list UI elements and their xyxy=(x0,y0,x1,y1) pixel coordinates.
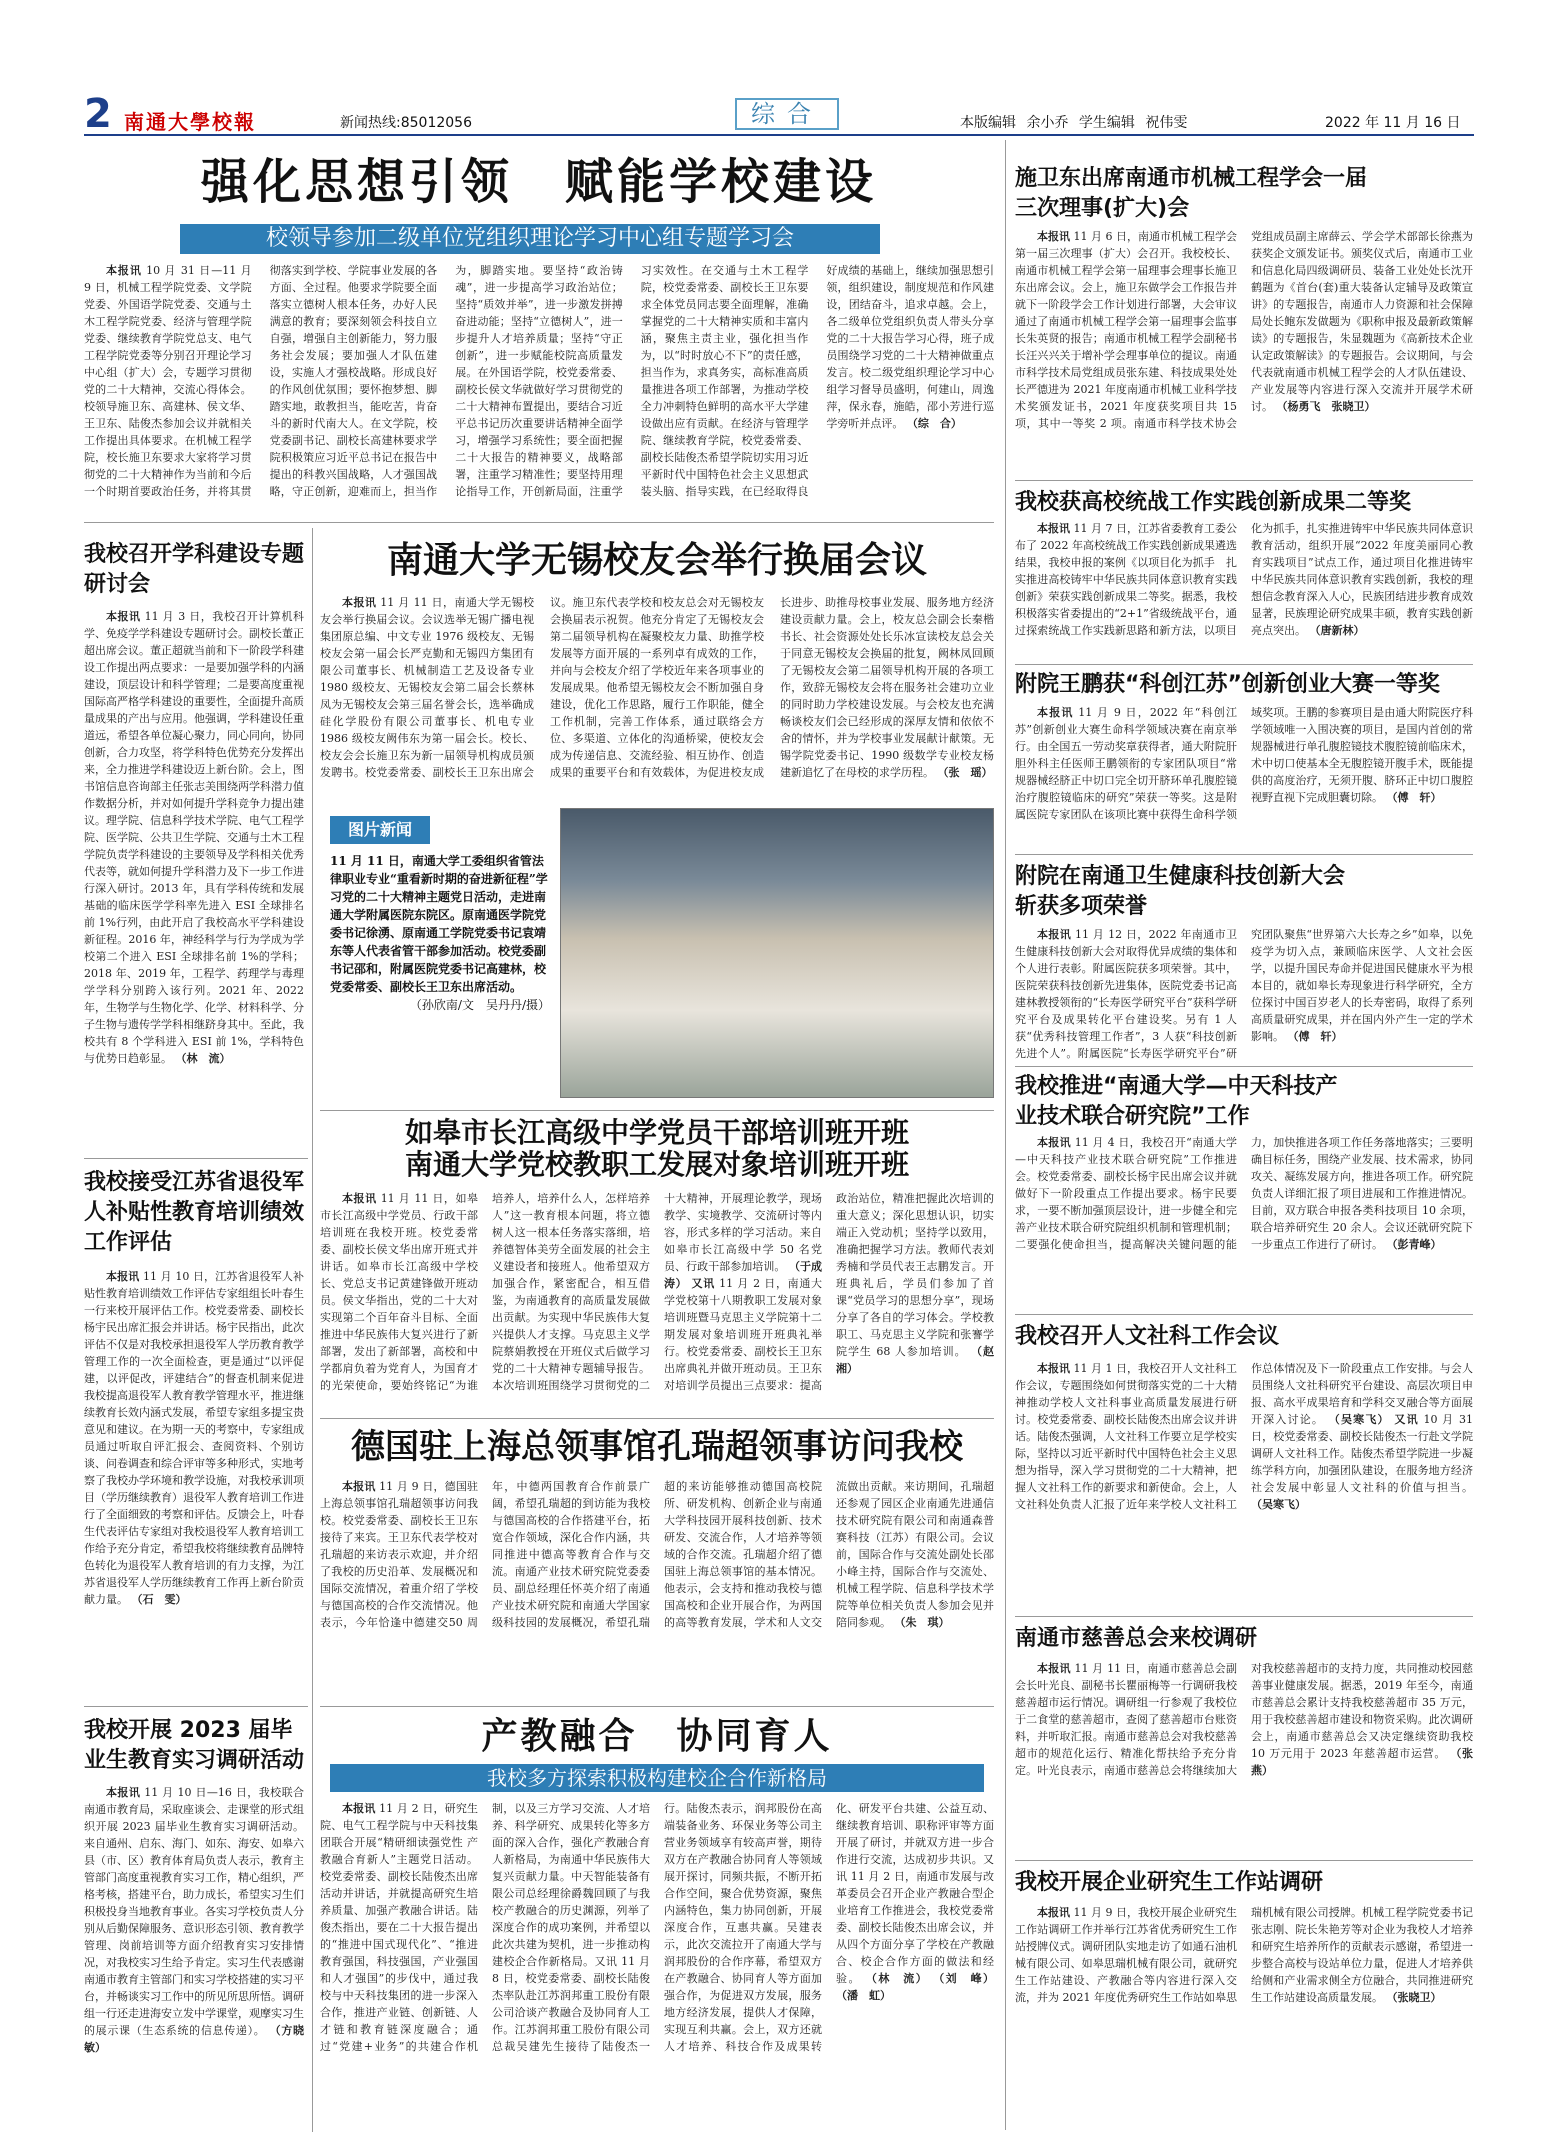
article-text: 11 月 10 日—16 日，我校联合南通市教育局，采取座谈会、走课堂的形式组织开展 2023 届毕业生教育实习调研活动。来自通州、启东、海门、如东、海安、如皋六县（市、区）教育体育局负责人表示，教育主管部门高度重视教育实习工作，精心组织，严格考核，搭建平台，助力成长，希望实习生们积极投身当地教育事业。各实习学校负责人分别从后勤保障服务、意识形态引领、教育教学管理、岗前培训等方面介绍教育实习安排情况，对我校实习生给予肯定。实习生代表感谢南通市教育主管部门和实习学校搭建的实习平台，并畅谈实习工作中的所见所思所悟。调研组一行还走进海安立发中学课堂，观摩实习生的展示课（生态系统的信息传递）。 xyxy=(84,1786,305,2037)
caption-text: 11 月 11 日，南通大学工委组织省管法律职业专业“重看新时期的奋进新征程”学习党的二十大精神主题党日活动，走进南通大学附属医院东院区。原南通医学院党委书记徐湧、原南通工学院党委书记袁靖东等人代表省管干部参加活动。校党委副书记邵和，附属医院党委书记高建林，校党委常委、副校长王卫东出席活动。 xyxy=(330,854,548,994)
article-text: 10 月 31 日—11 月 9 日，机械工程学院党委、文学院党委、外国语学院党委、交通与土木工程学院党委、经济与管理学院党委、继续教育学院党总支、电气工程学院党委等分别召开理论学习中心组（扩大）会，专题学习贯彻党的二十大精神，交流心得体会。校领导施卫东、高建林、侯文华、王卫东、陆俊杰参加会议并就相关工作提出具体要求。在机械工程学院，校长施卫东要求大家将学习贯彻党的二十大精神作为当前和今后一个时期首要政治任务，并将其贯彻落实到学校、学院事业发展的各方面、全过程。他要求学院要全面落实立德树人根本任务，办好人民满意的教育；要深刻领会科技自立自强，增强自主创新能力，努力服务社会发展；要加强人才队伍建设，实施人才强校战略。形成良好的作风创优氛围；要怀抱梦想、脚踏实地，敢教担当，能吃苦，肯奋斗的新时代南大人。在文学院，校党委副书记、副校长高建林要求学院积极策应习近平总书记在报告中提出的科教兴国战略，人才强国战略，守正创新，迎难而上，担当作为，脚踏实地。要坚持“政治铸魂”，进一步提高学习政治站位；坚持“质效并举”，进一步激发拼搏奋进动能；坚持“立德树人”，进一步提升人才培养质量；坚持“守正创新”，进一步赋能校院高质量发展。在外国语学院，校党委常委、副校长侯文华就做好学习贯彻党的二十大精神布置提出，要结合习近平总书记历次重要讲话精神全面学习，增强学习系统性；要全面把握二十大报告的精神要义，战略部署，注重学习精准性；要坚持用理论指导工作，开创新局面，注重学习实效性。在交通与土木工程学院，校党委常委、副校长王卫东要求全体党员同志要全面理解，准确掌握党的二十大精神实质和丰富内涵，聚焦主责主业，强化担当作为，以“时时放心不下”的责任感，担当作为，求真务实，高标准高质量推进各项工作部署，为推动学校全力冲刺特色鲜明的高水平大学建设做出应有贡献。在经济与管理学院、继续教育学院，校党委常委、副校长陆俊杰希望学院切实用习近平新时代中国特色社会主义思想武装头脑、指导实践，在已经取得良好成绩的基础上，继续加强思想引领，组织建设，制度规范和作风建设，团结奋斗，追求卓越。会上，各二级单位党组织负责人带头分享党的二十大报告学习心得，班子成员围绕学习党的二十大精神做重点发言。校二级党组织理论学习中心组学习督导员盛明，何建山，周逸萍，保永春，施皓，邵小芳进行巡学旁听并点评。 xyxy=(84,264,994,498)
article-author: （傅 轩） xyxy=(1386,791,1442,804)
byline: 本报讯 xyxy=(1037,1662,1071,1675)
byline: 本报讯 xyxy=(1037,706,1074,719)
divider xyxy=(84,1706,308,1707)
headline: 我校获高校统战工作实践创新成果二等奖 xyxy=(1015,490,1412,515)
divider xyxy=(320,1706,994,1707)
article-author: （吴寒飞） xyxy=(1328,1413,1390,1426)
article-text: 11 月 4 日，我校召开“南通大学—中天科技产业技术联合研究院”工作推进会。校党委常委、副校长杨宇民出席会议并就做好下一阶段重点工作提出要求。杨宇民要求，一要不断加强顶层设计，进一步健全和完善产业技术联合研究院组织机制和管理机制；二要强化使命担当，提高解决关键问题的能力，加快推进各项工作任务落地落实；三要明确目标任务，围绕产业发展、技术需求，协同攻关、凝练发展方向，推进各项工作。研究院负责人详细汇报了项目进展和工作推进情况。目前，双方联合申报各类科技项目 10 余项，联合培养研究生 20 余人。会议还就研究院下一步重点工作进行了研讨。 xyxy=(1015,1136,1473,1251)
article-author: （刘 峰） xyxy=(933,1972,995,1985)
headline: 附院王鹏获“科创江苏”创新创业大赛一等奖 xyxy=(1015,672,1440,697)
headline: 我校开展企业研究生工作站调研 xyxy=(1015,1870,1324,1895)
byline: 本报讯 xyxy=(1037,1136,1071,1149)
divider xyxy=(1015,480,1473,481)
article-text: 10 月 31 日，校党委常委、副校长陆俊杰一行赴文学院调研人文社科工作。陆俊杰希望学院进一步凝练学科方向，加强团队建设，在服务地方经济社会发展中彰显人文社科的价值与担当。 xyxy=(1251,1413,1474,1494)
article-author: （张 瑶） xyxy=(937,766,993,779)
lead-headline: 强化思想引领 赋能学校建设 xyxy=(200,154,877,210)
headline: 我校开展 2023 届毕业生教育实习调研活动 xyxy=(84,1718,305,1773)
headline: 我校召开人文社科工作会议 xyxy=(1015,1324,1280,1349)
article-body xyxy=(1015,1134,1473,1310)
photo-caption xyxy=(330,852,550,1092)
headline: 如皋市长江高级中学党员干部培训班开班 xyxy=(404,1116,909,1149)
byline: 本报讯 xyxy=(1037,522,1070,535)
column-divider xyxy=(1005,140,1006,2130)
article-body xyxy=(1015,1360,1473,1610)
divider xyxy=(1015,854,1473,855)
article-author: （吴寒飞） xyxy=(1251,1498,1306,1511)
byline: 本报讯 xyxy=(106,610,141,623)
headline: 我校接受江苏省退役军人补贴性教育培训绩效工作评估 xyxy=(84,1170,305,1255)
article-author: （林 流） xyxy=(175,1052,231,1065)
article-author: （方晓敏） xyxy=(84,2024,305,2054)
news-hotline: 新闻热线:85012056 xyxy=(340,115,472,131)
headline: 我校推进“南通大学—中天科技产业技术联合研究院”工作 xyxy=(1015,1074,1338,1129)
article-author: （张 燕） xyxy=(1251,1747,1485,1777)
byline: 本报讯 xyxy=(106,1270,140,1283)
byline: 又讯 xyxy=(691,1277,715,1290)
article-text: 11 月 9 日，2022 年“科创江苏”创新创业大赛生命科学领域决赛在南京举行。由全国五一劳动奖章获得者，通大附院肝胆外科主任医师王鹏领衔的专家团队项目“常规器械经脐正中切口完全切开脐环单孔腹腔镜治疗腹腔镜临床的研究”荣获一等奖。这是附属医院专家团队在该项比赛中获得生命科学领域奖项。王鹏的参赛项目是由通大附院医疗科学领域唯一入围决赛的项目，是国内首创的常规器械进行单孔腹腔镜技术腹腔镜前临床术，术中切口使基本全无腹腔镜开腹手术，既能提供的高度治疗，无须开腹、脐环正中切口腹腔视野直视下完成胆囊切除。 xyxy=(1015,706,1473,821)
article-text: 11 月 7 日，江苏省委教育工委公布了 2022 年高校统战工作实践创新成果遴选结果，我校申报的案例《以项目化为抓手 扎实推进高校铸牢中华民族共同体意识教育实践创新》荣获实践创新成果二等奖。据悉，我校积极落实省委提出的“2+1”省级统战平台，通过探索统战工作实践新思路和新方法，以项目化为抓手，扎实推进铸牢中华民族共同体意识教育活动，组织开展“2022 年度美丽同心教育实践项目”试点工作，通过项目化推进铸牢中华民族共同体意识教育实践创新，我校的理想信念教育深入人心，民族团结进步教育成效显著，民族理论研究成果丰硕，教育实践创新亮点突出。 xyxy=(1015,522,1473,637)
divider xyxy=(1015,1616,1473,1617)
article-body xyxy=(320,1478,994,1700)
byline: 本报讯 xyxy=(342,1480,376,1493)
divider xyxy=(1015,1860,1473,1861)
article-text: 11 月 11 日，南通大学无锡校友会举行换届会议。会议选举无锡广播电视集团原总编、中文专业 1976 级校友、无锡校友会第一届会长严克勤和无锡四方集团有限公司董事长、机械制造工艺及设备专业 1980 级校友、无锡校友会第二届会长蔡林凤为无锡校友会第三届名誉会长，选举确成硅化学股份有限公司董事长、机电专业 1986 级校友阙伟东为第一届会长。校长、校友会会长施卫东为新一届领导机构成员颁发聘书。校党委常委、副校长王卫东出席会议。施卫东代表学校和校友总会对无锡校友会换届表示祝贺。他充分肯定了无锡校友会第二届领导机构在凝聚校友力量、助推学校发展等方面开展的一系列卓有成效的工作，并向与会校友介绍了学校近年来各项事业的发展成果。他希望无锡校友会不断加强自身建设，优化工作思路，履行工作职能，健全工作机制，完善工作体系，通过联络会方位、多渠道、立体化的沟通桥梁，使校友会成为传递信息、交流经验、相互协作、创造成果的重要平台和有效载体，为促进校友成长进步、助推母校事业发展、服务地方经济建设贡献力量。会上，校友总会副会长秦楷书长、社会资源处处长乐冰宣读校友总会关于同意无锡校友会换届的批复，阙林凤回顾了无锡校友会第二届领导机构开展的各项工作，致辞无锡校友会将在服务社会建功立业的同时助力学校建设发展。与会校友也充满畅谈校友们会已经形成的深厚友情和依依不舍的情怀，并为学校事业发展献计献策。无锡学院党委书记、1990 级数学专业校友杨建新追忆了在母校的求学历程。 xyxy=(320,596,994,779)
article-body xyxy=(320,1190,1006,1410)
byline: 本报讯 xyxy=(1037,230,1070,243)
article-body xyxy=(84,1784,304,2130)
article-body xyxy=(320,1800,994,2130)
divider xyxy=(320,1418,994,1419)
column-divider xyxy=(312,1712,313,2132)
photo-news-tag: 图片新闻 xyxy=(330,816,430,844)
article-author: （综 合） xyxy=(906,417,962,430)
headline: 南通大学无锡校友会举行换届会议 xyxy=(386,539,927,581)
article-body xyxy=(84,1268,304,1688)
article-author: （于成涛） xyxy=(664,1260,823,1290)
headline: 南通市慈善总会来校调研 xyxy=(1015,1626,1258,1651)
subheadline: 我校多方探索积极构建校企合作新格局 xyxy=(330,1764,984,1792)
article-body xyxy=(1015,1660,1485,1856)
article-text: 11 月 2 日，南通大学党校第十八期教职工发展对象培训班暨马克思主义学院第十二期发展对象培训班开班典礼举行。校党委常委、副校长王卫东出席典礼并做开班动员。王卫东对培训学员提出三点要求：提高政治站位，精准把握此次培训的重大意义；深化思想认识，切实端正入党动机；坚持学以致用，准确把握学习方法。教师代表刘秀楠和学员代表王志鹏发言。开班典礼后，学员们参加了首课“党员学习的思想分享”，现场分享了各自的学习体会。学校教职工、马克思主义学院和张謇学院学生 68 人参加培训。 xyxy=(664,1192,994,1392)
byline: 本报讯 xyxy=(1037,928,1072,941)
photo-credit: （孙欣南/文 吴丹丹/摄） xyxy=(409,998,550,1012)
lead-subheadline: 校领导参加二级单位党组织理论学习中心组专题学习会 xyxy=(180,224,880,254)
divider xyxy=(1015,1066,1473,1067)
article-author: （杨勇飞 张晓卫） xyxy=(1276,400,1376,413)
article-text: 11 月 2 日，研究生院、电气工程学院与中天科技集团联合开展“精研细读强党性 产教融合育新人”主题党日活动。校党委常委、副校长陆俊杰出席活动并讲话，并就提高研究生培养质量、加强产教融合讲话。陆俊杰指出，要在二十大报告提出的“推进中国式现代化”、“推进教育强国，科技强国，产业强国和人才强国”的步伐中，通过我校与中天科技集团的进一步深入合作，推进产业链、创新链、人才链和教育链深度融合；通过“党建+业务”的共建合作机制，以及三方学习交流、人才培养、科学研究、成果转化等多方面的深入合作，强化产教融合育人新格局，为南通中华民族伟大复兴贡献力量。中天智能装备有限公司总经理徐爵魏回顾了与我校产教融合的历史渊源，列举了深度合作的成功案例，并希望以此次共建为契机，进一步推动构建校企合作新格局。又讯 11 月 8 日，校党委常委、副校长陆俊杰率队赴江苏润邦重工股份有限公司洽谈产教融合及协同育人工作。江苏润邦重工股份有限公司总裁吴建先生接待了陆俊杰一行。陆俊杰表示，润邦股份在高端装备业务、环保业务等公司主营业务领域享有较高声誉，期待双方在产教融合协同育人等领域展开探讨，同频共振，不断开拓合作空间，聚合优势资源，聚焦内涵特色，集力协同创新，开展深度合作，互惠共赢。吴建表示，此次交流拉开了南通大学与润邦股份的合作序幕，希望双方在产教融合、协同育人等方面加强合作，为促进双方发展，服务地方经济发展，提供人才保障，实现互利共赢。会上，双方还就人才培养、科技合作及成果转化、研发平台共建、公益互动、继续教育培训、职称评审等方面开展了研讨，并就双方进一步合作进行交流，达成初步共识。又讯 11 月 2 日，南通市发展与改革委员会召开企业产教融合型企业培育工作推进会，我校党委常委、副校长陆俊杰出席会议，并从四个方面分享了学校在产教融合、校企合作方面的做法和经验。 xyxy=(320,1802,994,2053)
byline: 本报讯 xyxy=(1037,1362,1070,1375)
divider xyxy=(1015,1314,1473,1315)
article-body xyxy=(1015,704,1473,852)
headline: 德国驻上海总领事馆孔瑞超领事访问我校 xyxy=(351,1427,963,1467)
article-text: 11 月 11 日，如皋市长江高级中学党员、行政干部培训班在我校开班。校党委常委、副校长侯文华出席开班式并讲话。如皋市长江高级中学校长、党总支书记黄建锋做开班动员。侯文华指出，党的二十大对实现第二个百年奋斗目标、全面推进中华民族伟大复兴进行了新部署，发出了新部署，高校和中学都肩负着为党育人，为国育才的光荣使命，要始终铭记“为谁培养人，培养什么人，怎样培养人”这一教育根本问题，将立德树人这一根本任务落实落细，培养德智体美劳全面发展的社会主义建设者和接班人。他希望双方加强合作，紧密配合，相互借鉴，为南通教育的高质量发展做出贡献。为实现中华民族伟大复兴提供人才支撑。马克思主义学院蔡娟教授在开班仪式后做学习党的二十大精神专题辅导报告。本次培训班围绕学习贯彻党的二十大精神，开展理论教学，现场教学、实境教学、交流研讨等内容，形式多样的学习活动。来自如皋市长江高级中学 50 名党员、行政干部参加培训。 xyxy=(320,1192,822,1392)
headline: 附院在南通卫生健康科技创新大会斩获多项荣誉 xyxy=(1015,864,1346,919)
newspaper-name: 南通大學校報 xyxy=(124,110,256,134)
byline: 本报讯 xyxy=(1037,1906,1070,1919)
article-text: 11 月 1 日，我校召开人文社科工作会议，专题围绕如何贯彻落实党的二十大精神推动学校人文社科事业高质量发展进行研讨。校党委常委、副校长陆俊杰出席会议并讲话。陆俊杰强调，人文社科工作要立足学校实际，坚持以习近平新时代中国特色社会主义思想为指导，深入学习贯彻党的二十大精神，把握人文社科工作的新要求和新使命。会上，人文社科处负责人汇报了近年来学校人文社科工作总体情况及下一阶段重点工作安排。与会人员围绕人文社科研究平台建设、高层次项目申报、高水平成果培育和学科交叉融合等方面展开深入讨论。 xyxy=(1015,1362,1473,1511)
article-body xyxy=(1015,520,1473,660)
issue-date: 2022 年 11 月 16 日 xyxy=(1325,115,1461,131)
editors: 本版编辑 余小乔 学生编辑 祝伟雯 xyxy=(960,115,1188,131)
article-author: （石 雯） xyxy=(131,1593,187,1606)
article-author: （赵 湘） xyxy=(836,1345,1006,1375)
article-text: 11 月 3 日，我校召开计算机科学、免疫学学科建设专题研讨会。副校长董正超出席会议。董正超就当前和下一阶段学科建设工作提出两点要求：一是要加强学科的内涵建设，顶层设计和科学管理；二是要高度重视国际高严格学科建设的重要性，全面提升高质量成果的产出与应用。他强调，学科建设任重道远，希望各单位凝心聚力，同心同向，协同创新，合力攻坚，将学科特色优势充分发挥出来，全力推进学科建设迈上新台阶。会上，图书馆信息咨询部主任张志美围绕两学科潜力值作数据分析，并对如何提升学科竞争力提出建议。理学院、信息科学技术学院、电气工程学院、医学院、公共卫生学院、交通与土木工程学院负责学科建设的主要领导及学科相关优秀代表等，就如何提升学科潜力及下一步工作进行深入研讨。2013 年，具有学科传统和发展基础的临床医学学科率先进入 ESI 全球排名前 1%行列，由此开启了我校高水平学科建设新征程。2016 年，神经科学与行为学成为学校第二个进入 ESI 全球排名前 1%的学科；2018 年、2019 年，工程学、药理学与毒理学学科分别跨入该行列。2021 年、2022 年，生物学与生物化学、化学、材料科学、分子生物与遗传学学科相继跻身其中。至此，我校共有 8 个学科进入 ESI 前 1%，学科特色与优势日趋彰显。 xyxy=(84,610,304,1065)
byline: 又讯 xyxy=(1394,1413,1419,1426)
divider xyxy=(1015,664,1473,665)
article-author: （潘 虹） xyxy=(836,1989,891,2002)
divider xyxy=(84,522,994,523)
article-body xyxy=(1015,926,1473,1062)
byline: 本报讯 xyxy=(106,264,142,277)
article-author: （唐新林） xyxy=(1309,624,1365,637)
article-text: 11 月 9 日，德国驻上海总领事馆孔瑞超领事访问我校。校党委常委、副校长王卫东接待了来宾。王卫东代表学校对孔瑞超的来访表示欢迎，并介绍了我校的历史沿革、发展概况和国际交流情况，着重介绍了学校与德国高校的合作交流情况。他表示，今年恰逢中德建交50 周年，中德两国教育合作前景广阔，希望孔瑞超的到访能为我校与德国高校的合作搭建平台，拓宽合作领域，深化合作内涵，共同推进中德高等教育合作与交流。南通产业技术研究院党委委员、副总经理任怀英介绍了南通产业技术研究院和南通大学国家级科技园的发展概况，希望孔瑞超的来访能够推动德国高校院所、研发机构、创新企业与南通大学科技园开展科技创新、技术研发、交流合作，人才培养等领域的合作交流。孔瑞超介绍了德国驻上海总领事馆的基本情况。他表示，会支持和推动我校与德国高校和企业开展合作，为两国的高等教育发展，学术和人文交流做出贡献。来访期间，孔瑞超还参观了园区企业南通先进通信技术研究院有限公司和南通森普赛科技（江苏）有限公司。会议前，国际合作与交流处副处长邵小峰主持，国际合作与交流处、机械工程学院、信息科学技术学院等单位相关负责人参加会见并陪同参观。 xyxy=(320,1480,994,1629)
section-label: 综合 xyxy=(735,98,839,130)
byline: 本报讯 xyxy=(342,1192,377,1205)
article-text: 11 月 6 日，南通市机械工程学会第一届三次理事（扩大）会召开。我校校长、南通市机械工程学会第一届理事会理事长施卫东出席会议。会上，施卫东做学会工作报告并就下一阶段学会工作计划进行部署，大会审议通过了南通市机械工程学会第一届理事会监事长朱英贤的报告；南通市机械工程学会副秘书长汪兴兴关于增补学会理事单位的提议。南通市科学技术局党组成员张东建、科技成果处处长严德进为 2021 年度南通市机械工业科学技术奖颁发证书，2021 年度获奖项目共 15 项，其中一等奖 2 项。南通市科学技术协会党组成员副主席薛云、学会学术部部长徐燕为获奖企文颁发证书。颁奖仪式后，南通市工业和信息化局四级调研员、装备工业处处长沈开鹤题为《首台(套)重大装备认定辅导及政策宣讲》的专题报告，南通市人力资源和社会保障局处长鲍东发做题为《职称申报及最新政策解读》的专题报告，朱显魏题为《高新技术企业认定政策解读》的专题报告。会议期间，与会代表就南通市机械工程学会的人才队伍建设、产业发展等内容进行深入交流并开展学术研讨。 xyxy=(1015,230,1473,430)
article-author: （林 流） xyxy=(865,1972,929,1985)
page-number: 2 xyxy=(84,91,112,137)
article-author: （朱 琪） xyxy=(894,1616,950,1629)
headline: 我校召开学科建设专题研讨会 xyxy=(84,542,305,597)
divider xyxy=(84,1158,308,1159)
article-text: 11 月 11 日，南通市慈善总会副会长叶光良、副秘书长瞿丽梅等一行调研我校慈善超市运行情况。调研组一行参观了我校位于二食堂的慈善超市，查阅了慈善超市台账资料，并听取汇报。南通市慈善总会对我校慈善超市的规范化运行、精准化帮扶给予充分肯定。叶光良表示，南通市慈善总会将继续加大对我校慈善超市的支持力度，共同推动校园慈善事业健康发展。据悉，2019 年至今，南通市慈善总会累计支持我校慈善超市 35 万元，用于我校慈善超市建设和物资采购。此次调研会上，南通市慈善总会又决定继续资助我校 10 万元用于 2023 年慈善超市运营。 xyxy=(1015,1662,1473,1777)
lead-body xyxy=(84,262,994,517)
article-text: 11 月 12 日，2022 年南通市卫生健康科技创新大会对取得优异成绩的集体和个人进行表彰。附属医院获多项荣誉。其中，医院荣获科技创新先进集体，医院党委书记高建林教授领衔的“长寿医学研究平台”获科学研究平台及成果转化平台建设奖。另有 1 人获“优秀科技管理工作者”，3 人获“科技创新先进个人”。附属医院“长寿医学研究平台”研究团队聚焦“世界第六大长寿之乡”如皋，以免疫学为切入点，兼顾临床医学、人文社会医学，以提升国民寿命并促进国民健康水平为根本目的，就如皋长寿现象进行科学研究，全方位探讨中国百岁老人的长寿密码，取得了系列高质量研究成果，并在国内外产生一定的学术影响。 xyxy=(1015,928,1473,1060)
article-body xyxy=(320,594,994,794)
byline: 本报讯 xyxy=(106,1786,141,1799)
headline: 施卫东出席南通市机械工程学会一届三次理事(扩大)会 xyxy=(1015,166,1368,221)
byline: 本报讯 xyxy=(342,1802,376,1815)
divider xyxy=(320,1110,994,1111)
article-body xyxy=(84,608,304,1148)
news-photo xyxy=(560,808,994,1098)
article-text: 11 月 9 日，我校开展企业研究生工作站调研工作并举行江苏省优秀研究生工作站授牌仪式。调研团队实地走访了如通石油机械有限公司、如皋思瑞机械有限公司，就研究生工作站建设、产教融合等内容进行深入交流，并为 2021 年度优秀研究生工作站如皋思瑞机械有限公司授牌。机械工程学院党委书记张志刚、院长朱艳芳等对企业为我校人才培养和研究生培养所作的贡献表示感谢，希望进一步整合高校与设站单位力量，促进人才培养供给侧和产业需求侧全方位融合，共同推进研究生工作站建设高质量发展。 xyxy=(1015,1906,1473,2004)
article-body xyxy=(1015,228,1473,474)
article-author: （张晓卫） xyxy=(1386,1991,1442,2004)
article-text: 11 月 10 日，江苏省退役军人补贴性教育培训绩效工作评估专家组组长叶春生一行来校开展评估工作。校党委常委、副校长杨宇民出席汇报会并讲话。杨宇民指出，此次评估不仅是对我校承担退役军人学历教育教学管理工作的一次全面检查，更是通过“以评促建，以评促改，评建结合”的督查机制来促进我校提高退役军人教育教学管理水平，推进继续教育长效内涵式发展，希望专家组多提宝贵意见和建议。在为期一天的考察中，专家组成员通过听取自评汇报会、查阅资料、个别访谈、问卷调查和综合评审等多种形式，实地考察了我校办学环境和教学设施，对我校承训项目（学历继续教育）退役军人教育培训工作进行了全面细致的考察和评估。反馈会上，叶春生代表评估专家组对我校退役军人教育培训工作给予充分肯定，希望我校将继续教育品牌特色转化为退役军人教育培训的有力支撑，为江苏省退役军人学历继续教育工作再上新台阶贡献力量。 xyxy=(84,1270,305,1606)
article-author: （傅 轩） xyxy=(1287,1030,1343,1043)
headline: 产教融合 协同育人 xyxy=(481,1715,833,1757)
byline: 本报讯 xyxy=(342,596,377,609)
subheadline: 南通大学党校教职工发展对象培训班开班 xyxy=(404,1148,909,1181)
column-divider xyxy=(312,528,313,1768)
article-author: （彭青峰） xyxy=(1386,1238,1442,1251)
article-body xyxy=(1015,1904,1473,2130)
